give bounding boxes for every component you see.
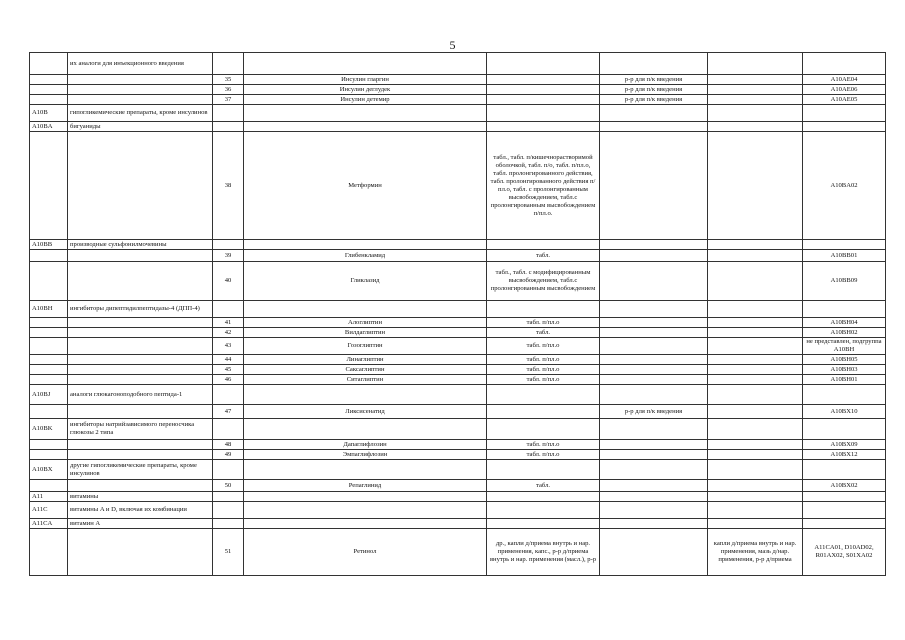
cell-drug: Саксаглиптин bbox=[244, 365, 487, 375]
cell-drug bbox=[244, 240, 487, 250]
cell-code bbox=[30, 440, 68, 450]
cell-extra bbox=[708, 365, 803, 375]
cell-form: табл. bbox=[487, 328, 600, 338]
cell-extra bbox=[708, 440, 803, 450]
cell-drug bbox=[244, 122, 487, 132]
cell-extra bbox=[708, 492, 803, 502]
cell-form: табл. bbox=[487, 480, 600, 492]
cell-extra bbox=[708, 519, 803, 529]
cell-extra bbox=[708, 502, 803, 519]
cell-drug: Ретинол bbox=[244, 529, 487, 576]
table-row bbox=[30, 502, 886, 519]
cell-extra bbox=[708, 480, 803, 492]
cell-drug: Вилдаглиптин bbox=[244, 328, 487, 338]
cell-sol bbox=[600, 105, 708, 122]
cell-name bbox=[68, 450, 213, 460]
cell-sol bbox=[600, 53, 708, 75]
cell-name bbox=[68, 405, 213, 419]
cell-name: бигуаниды bbox=[68, 122, 213, 132]
cell-drug bbox=[244, 105, 487, 122]
cell-name bbox=[68, 480, 213, 492]
cell-num bbox=[213, 519, 244, 529]
cell-drug bbox=[244, 502, 487, 519]
table-row bbox=[30, 75, 886, 85]
cell-code bbox=[30, 365, 68, 375]
cell-atc bbox=[803, 53, 886, 75]
cell-form: табл. п/пл.о bbox=[487, 450, 600, 460]
cell-num: 44 bbox=[213, 355, 244, 365]
cell-drug bbox=[244, 301, 487, 318]
cell-code bbox=[30, 95, 68, 105]
cell-sol: р-р для п/к введения bbox=[600, 405, 708, 419]
table-row bbox=[30, 301, 886, 318]
cell-code bbox=[30, 375, 68, 385]
cell-sol bbox=[600, 132, 708, 240]
cell-sol bbox=[600, 529, 708, 576]
cell-extra bbox=[708, 318, 803, 328]
cell-drug: Глибенкламид bbox=[244, 250, 487, 262]
cell-sol bbox=[600, 240, 708, 250]
cell-name bbox=[68, 328, 213, 338]
cell-num: 50 bbox=[213, 480, 244, 492]
cell-drug: Инсулин детемир bbox=[244, 95, 487, 105]
cell-num: 51 bbox=[213, 529, 244, 576]
cell-sol bbox=[600, 419, 708, 440]
table-row bbox=[30, 105, 886, 122]
table-row bbox=[30, 328, 886, 338]
drug-table bbox=[29, 52, 886, 576]
cell-name bbox=[68, 250, 213, 262]
cell-name: гипогликемические препараты, кроме инсулинов bbox=[68, 105, 213, 122]
cell-form bbox=[487, 419, 600, 440]
cell-code: A11 bbox=[30, 492, 68, 502]
cell-sol bbox=[600, 375, 708, 385]
cell-code: A10BA bbox=[30, 122, 68, 132]
cell-name: витамин A bbox=[68, 519, 213, 529]
cell-num: 40 bbox=[213, 262, 244, 301]
cell-atc bbox=[803, 419, 886, 440]
cell-num: 45 bbox=[213, 365, 244, 375]
cell-code: A10BX bbox=[30, 460, 68, 480]
table-row bbox=[30, 365, 886, 375]
cell-num: 47 bbox=[213, 405, 244, 419]
cell-atc: A10BA02 bbox=[803, 132, 886, 240]
cell-code bbox=[30, 318, 68, 328]
table-row bbox=[30, 85, 886, 95]
cell-extra: капли д/приема внутрь и нар. применения, мазь д/нар. применения, р-р д/приема bbox=[708, 529, 803, 576]
cell-atc: A10AE04 bbox=[803, 75, 886, 85]
cell-drug: Инсулин гларгин bbox=[244, 75, 487, 85]
cell-name bbox=[68, 338, 213, 355]
cell-extra bbox=[708, 122, 803, 132]
table-row bbox=[30, 355, 886, 365]
table-row bbox=[30, 529, 886, 576]
cell-sol bbox=[600, 440, 708, 450]
cell-extra bbox=[708, 95, 803, 105]
cell-code bbox=[30, 405, 68, 419]
cell-atc bbox=[803, 519, 886, 529]
cell-atc: не представлен, подгруппа A10BH bbox=[803, 338, 886, 355]
cell-sol bbox=[600, 492, 708, 502]
cell-atc: A10BH04 bbox=[803, 318, 886, 328]
cell-code bbox=[30, 328, 68, 338]
cell-form: табл. п/пл.о bbox=[487, 375, 600, 385]
cell-atc: A10BH02 bbox=[803, 328, 886, 338]
cell-extra bbox=[708, 132, 803, 240]
cell-atc: A10BX02 bbox=[803, 480, 886, 492]
cell-num bbox=[213, 385, 244, 405]
cell-code bbox=[30, 529, 68, 576]
cell-num: 37 bbox=[213, 95, 244, 105]
cell-extra bbox=[708, 355, 803, 365]
cell-form bbox=[487, 385, 600, 405]
cell-sol bbox=[600, 365, 708, 375]
cell-atc bbox=[803, 105, 886, 122]
cell-atc: A11CA01, D10AD02, R01AX02, S01XA02 bbox=[803, 529, 886, 576]
table-row bbox=[30, 405, 886, 419]
cell-code: A10BK bbox=[30, 419, 68, 440]
cell-atc: A10BH03 bbox=[803, 365, 886, 375]
cell-atc bbox=[803, 240, 886, 250]
cell-num bbox=[213, 301, 244, 318]
cell-sol bbox=[600, 450, 708, 460]
cell-name bbox=[68, 318, 213, 328]
cell-code: A10BH bbox=[30, 301, 68, 318]
cell-code bbox=[30, 75, 68, 85]
table-row bbox=[30, 519, 886, 529]
cell-form: табл., табл. с модифицированным высвобождением, табл.с пролонгированным высвобождением bbox=[487, 262, 600, 301]
cell-sol bbox=[600, 301, 708, 318]
table-row bbox=[30, 492, 886, 502]
cell-sol bbox=[600, 262, 708, 301]
cell-sol bbox=[600, 338, 708, 355]
cell-drug bbox=[244, 385, 487, 405]
table-row bbox=[30, 440, 886, 450]
cell-form bbox=[487, 105, 600, 122]
cell-atc bbox=[803, 502, 886, 519]
cell-num bbox=[213, 492, 244, 502]
cell-code: A10BB bbox=[30, 240, 68, 250]
cell-name bbox=[68, 75, 213, 85]
cell-form: табл. п/пл.о bbox=[487, 318, 600, 328]
cell-num bbox=[213, 122, 244, 132]
cell-extra bbox=[708, 301, 803, 318]
cell-num: 48 bbox=[213, 440, 244, 450]
cell-sol: р-р для п/к введения bbox=[600, 95, 708, 105]
cell-atc bbox=[803, 122, 886, 132]
cell-sol bbox=[600, 480, 708, 492]
cell-drug: Алоглиптин bbox=[244, 318, 487, 328]
cell-form bbox=[487, 519, 600, 529]
cell-code bbox=[30, 338, 68, 355]
cell-atc bbox=[803, 460, 886, 480]
cell-form bbox=[487, 460, 600, 480]
cell-code: A11C bbox=[30, 502, 68, 519]
cell-code bbox=[30, 480, 68, 492]
cell-num bbox=[213, 419, 244, 440]
cell-drug: Репаглинид bbox=[244, 480, 487, 492]
cell-sol bbox=[600, 355, 708, 365]
cell-name bbox=[68, 529, 213, 576]
drug-table-body bbox=[30, 53, 886, 576]
cell-sol bbox=[600, 328, 708, 338]
cell-form bbox=[487, 75, 600, 85]
cell-sol bbox=[600, 519, 708, 529]
cell-code bbox=[30, 250, 68, 262]
cell-name: витамины bbox=[68, 492, 213, 502]
cell-atc bbox=[803, 301, 886, 318]
cell-num bbox=[213, 53, 244, 75]
cell-extra bbox=[708, 405, 803, 419]
cell-form: табл. п/пл.о bbox=[487, 338, 600, 355]
cell-name bbox=[68, 375, 213, 385]
table-row bbox=[30, 262, 886, 301]
table-row bbox=[30, 95, 886, 105]
page-number: 5 bbox=[449, 38, 456, 52]
cell-form: табл. п/пл.о bbox=[487, 365, 600, 375]
table-row bbox=[30, 240, 886, 250]
table-row bbox=[30, 122, 886, 132]
cell-atc bbox=[803, 492, 886, 502]
cell-name: производные сульфонилмочевины bbox=[68, 240, 213, 250]
cell-extra bbox=[708, 375, 803, 385]
cell-extra bbox=[708, 85, 803, 95]
cell-sol bbox=[600, 318, 708, 328]
cell-extra bbox=[708, 450, 803, 460]
cell-drug: Дапаглифлозин bbox=[244, 440, 487, 450]
cell-form: др., капли д/приема внутрь и нар. применения, капс., р-р д/приема внутрь и нар. применения (масл.), р-р bbox=[487, 529, 600, 576]
table-row bbox=[30, 318, 886, 328]
cell-num: 49 bbox=[213, 450, 244, 460]
cell-name bbox=[68, 95, 213, 105]
cell-drug: Инсулин деглудек bbox=[244, 85, 487, 95]
cell-name bbox=[68, 132, 213, 240]
cell-code bbox=[30, 53, 68, 75]
cell-extra bbox=[708, 250, 803, 262]
cell-num: 36 bbox=[213, 85, 244, 95]
cell-drug: Метформин bbox=[244, 132, 487, 240]
cell-extra bbox=[708, 460, 803, 480]
cell-drug bbox=[244, 519, 487, 529]
cell-num: 35 bbox=[213, 75, 244, 85]
cell-atc: A10AE05 bbox=[803, 95, 886, 105]
table-row bbox=[30, 250, 886, 262]
cell-atc: A10BB09 bbox=[803, 262, 886, 301]
cell-code bbox=[30, 355, 68, 365]
cell-num: 38 bbox=[213, 132, 244, 240]
cell-num bbox=[213, 105, 244, 122]
cell-atc: A10BX12 bbox=[803, 450, 886, 460]
cell-atc: A10BB01 bbox=[803, 250, 886, 262]
cell-extra bbox=[708, 240, 803, 250]
cell-form: табл. п/пл.о bbox=[487, 440, 600, 450]
table-row bbox=[30, 385, 886, 405]
cell-form bbox=[487, 122, 600, 132]
cell-atc: A10BH01 bbox=[803, 375, 886, 385]
cell-name: другие гипогликемические препараты, кроме инсулинов bbox=[68, 460, 213, 480]
cell-form bbox=[487, 405, 600, 419]
cell-sol: р-р для п/к введения bbox=[600, 85, 708, 95]
table-row bbox=[30, 375, 886, 385]
cell-code bbox=[30, 450, 68, 460]
cell-drug: Гозоглиптин bbox=[244, 338, 487, 355]
cell-extra bbox=[708, 105, 803, 122]
cell-sol bbox=[600, 250, 708, 262]
cell-name bbox=[68, 440, 213, 450]
cell-code: A10BJ bbox=[30, 385, 68, 405]
cell-num: 41 bbox=[213, 318, 244, 328]
cell-name bbox=[68, 355, 213, 365]
cell-drug bbox=[244, 53, 487, 75]
cell-form: табл., табл. п/кишечнорастворимой оболочкой, табл. п/о, табл. п/пл.о, табл. пролонгированного действия, табл. пролонгированного действия п/пл.о, табл. с пролонгированным высвобождением, табл.с пролонгированным высвобождением п/пл.о. bbox=[487, 132, 600, 240]
cell-atc: A10BX10 bbox=[803, 405, 886, 419]
cell-form bbox=[487, 53, 600, 75]
cell-atc: A10AE06 bbox=[803, 85, 886, 95]
table-row bbox=[30, 132, 886, 240]
cell-drug: Гликлазид bbox=[244, 262, 487, 301]
cell-form bbox=[487, 240, 600, 250]
cell-num bbox=[213, 502, 244, 519]
cell-drug bbox=[244, 492, 487, 502]
cell-name bbox=[68, 85, 213, 95]
cell-drug: Линаглиптин bbox=[244, 355, 487, 365]
cell-name: аналоги глюкагоноподобного пептида-1 bbox=[68, 385, 213, 405]
table-row bbox=[30, 480, 886, 492]
cell-num: 46 bbox=[213, 375, 244, 385]
cell-atc bbox=[803, 385, 886, 405]
cell-name: их аналоги для инъекционного введения bbox=[68, 53, 213, 75]
cell-code bbox=[30, 132, 68, 240]
cell-sol bbox=[600, 122, 708, 132]
cell-form bbox=[487, 95, 600, 105]
cell-form: табл. п/пл.о bbox=[487, 355, 600, 365]
table-row bbox=[30, 53, 886, 75]
table-row bbox=[30, 419, 886, 440]
cell-form bbox=[487, 492, 600, 502]
cell-extra bbox=[708, 338, 803, 355]
cell-drug bbox=[244, 460, 487, 480]
cell-form bbox=[487, 301, 600, 318]
cell-extra bbox=[708, 53, 803, 75]
cell-code: A11CA bbox=[30, 519, 68, 529]
cell-code: A10B bbox=[30, 105, 68, 122]
cell-name: ингибиторы дипептидилпептидазы-4 (ДПП-4) bbox=[68, 301, 213, 318]
cell-sol bbox=[600, 385, 708, 405]
table-row bbox=[30, 450, 886, 460]
cell-extra bbox=[708, 419, 803, 440]
cell-form bbox=[487, 85, 600, 95]
cell-atc: A10BX09 bbox=[803, 440, 886, 450]
cell-drug: Эмпаглифлозин bbox=[244, 450, 487, 460]
cell-form: табл. bbox=[487, 250, 600, 262]
cell-num bbox=[213, 460, 244, 480]
cell-name bbox=[68, 262, 213, 301]
cell-name: витамины A и D, включая их комбинации bbox=[68, 502, 213, 519]
cell-sol bbox=[600, 502, 708, 519]
cell-extra bbox=[708, 385, 803, 405]
cell-drug bbox=[244, 419, 487, 440]
cell-num: 39 bbox=[213, 250, 244, 262]
cell-name: ингибиторы натрийзависимого переносчика глюкозы 2 типа bbox=[68, 419, 213, 440]
cell-drug: Ликсисенатид bbox=[244, 405, 487, 419]
cell-code bbox=[30, 262, 68, 301]
cell-form bbox=[487, 502, 600, 519]
table-row bbox=[30, 460, 886, 480]
cell-code bbox=[30, 85, 68, 95]
cell-atc: A10BH05 bbox=[803, 355, 886, 365]
cell-num bbox=[213, 240, 244, 250]
cell-extra bbox=[708, 75, 803, 85]
cell-extra bbox=[708, 328, 803, 338]
table-row bbox=[30, 338, 886, 355]
cell-sol: р-р для п/к введения bbox=[600, 75, 708, 85]
cell-name bbox=[68, 365, 213, 375]
cell-num: 43 bbox=[213, 338, 244, 355]
cell-num: 42 bbox=[213, 328, 244, 338]
cell-sol bbox=[600, 460, 708, 480]
cell-extra bbox=[708, 262, 803, 301]
cell-drug: Ситаглиптин bbox=[244, 375, 487, 385]
